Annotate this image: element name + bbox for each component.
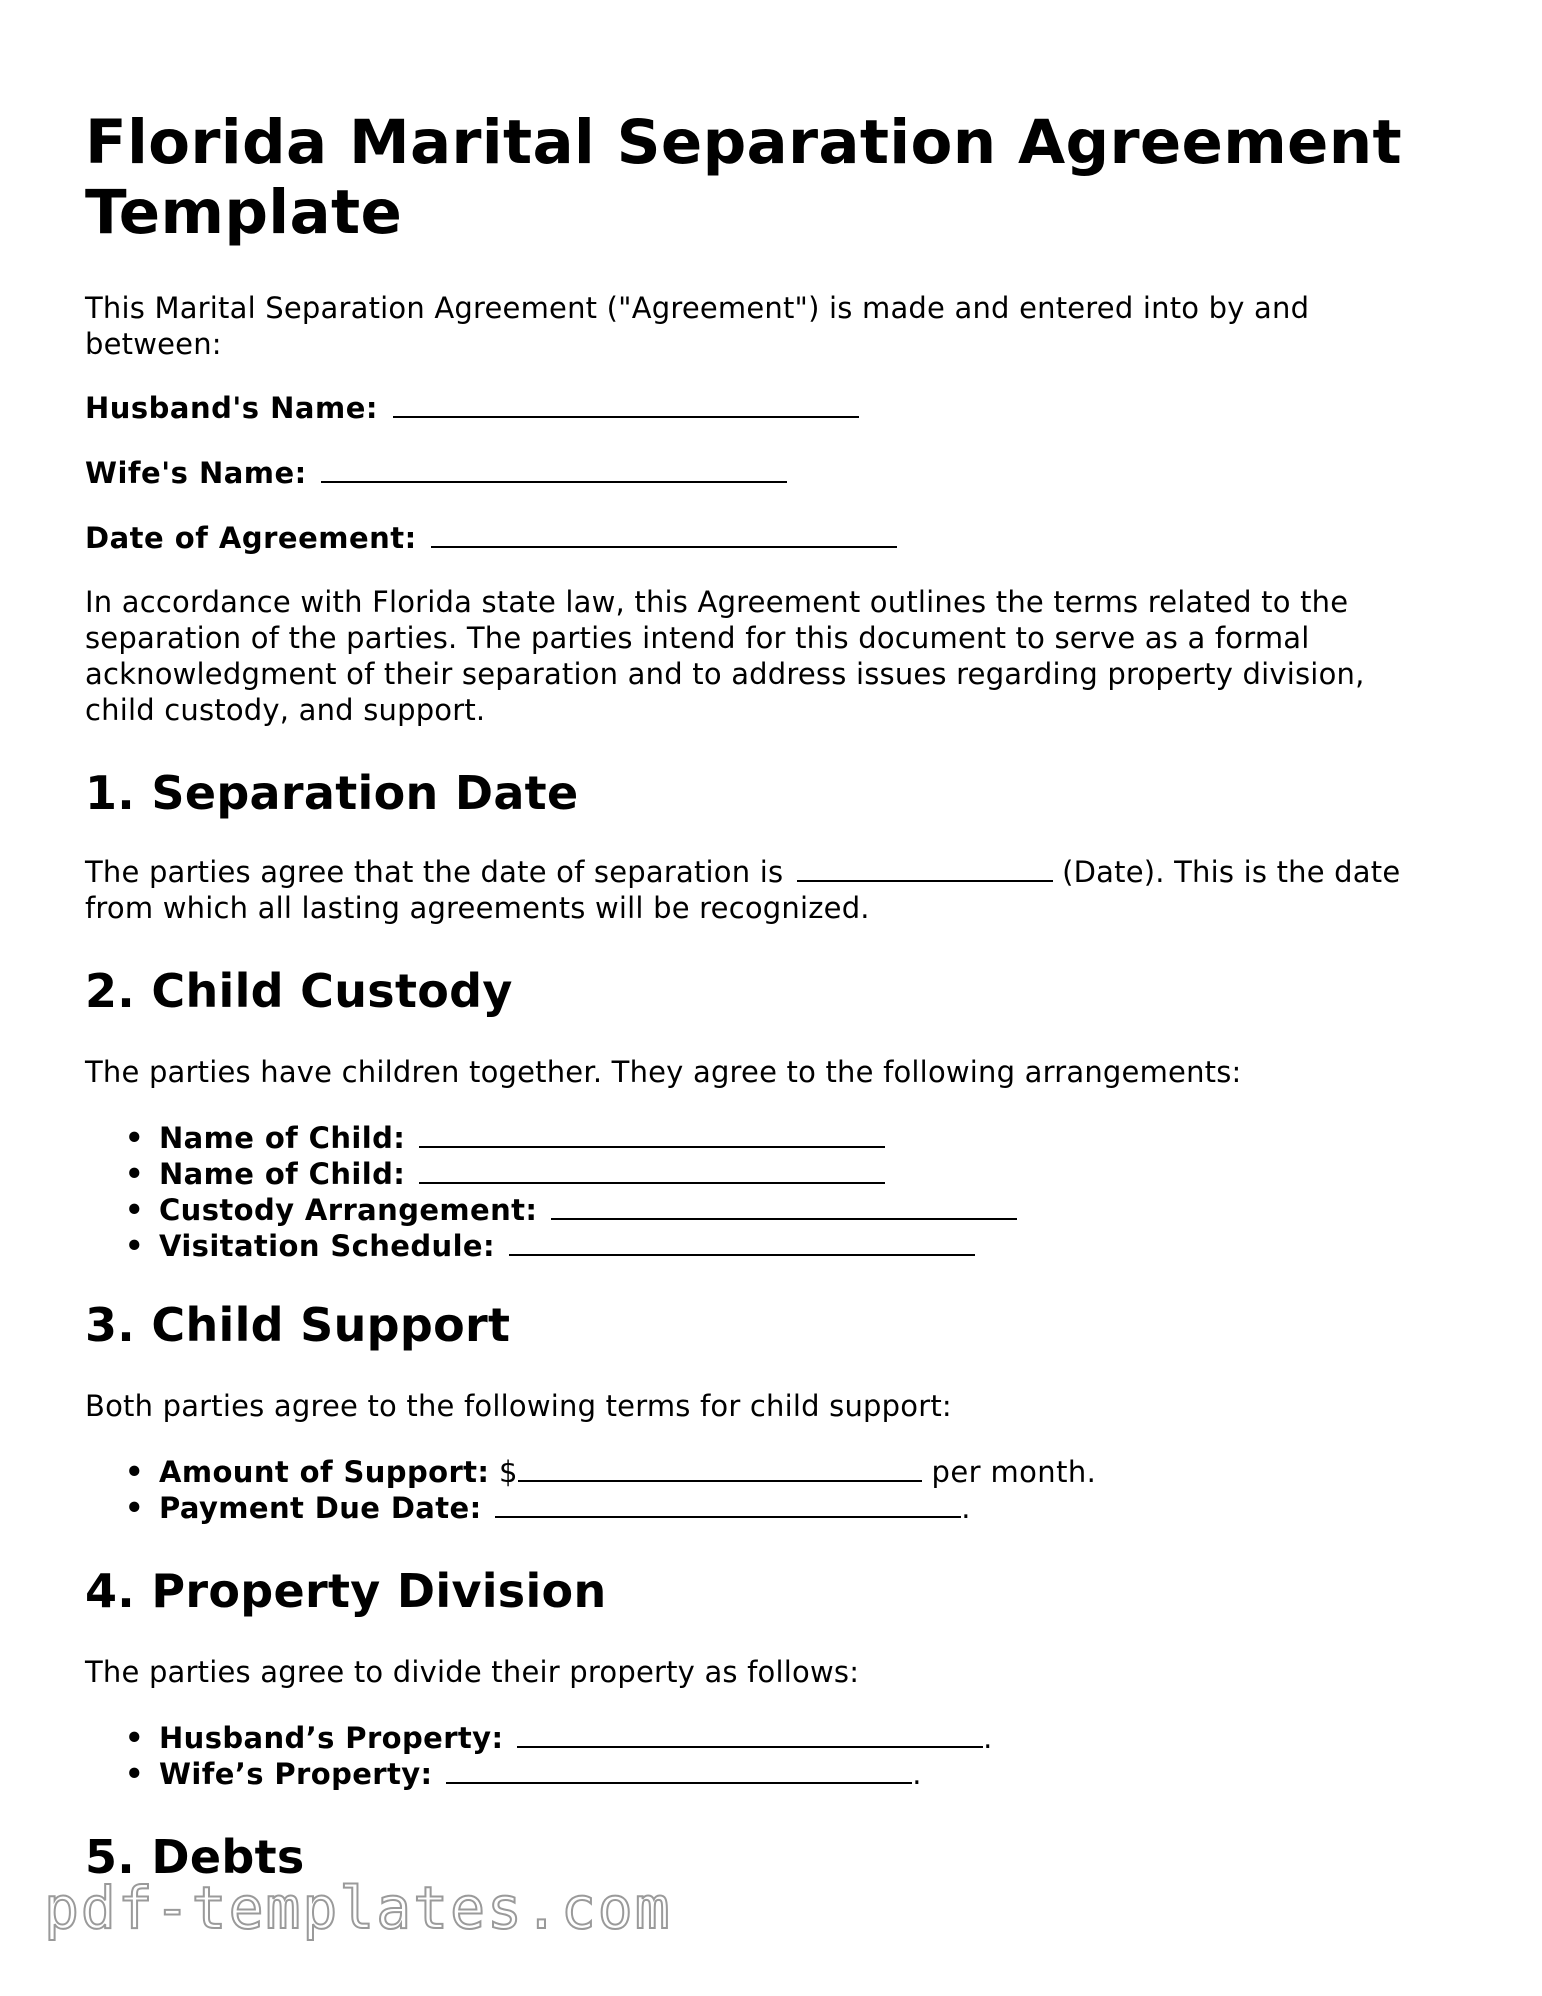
husband-name-label: Husband's Name: [85,391,378,425]
bullet-glyph: • [125,1157,144,1191]
bullet-glyph: • [125,1491,144,1525]
list-item [85,1454,1096,1490]
list-item [85,1490,1096,1526]
bullet-glyph: • [125,1229,144,1263]
wife-name-field [85,455,787,491]
husband-property-label: Husband’s Property: [159,1721,504,1755]
property-intro: The parties agree to divide their property as follows: [85,1655,860,1689]
bullet-glyph: • [125,1193,144,1227]
payment-due-blank[interactable] [495,1490,961,1518]
section-1-heading: 1. Separation Date [85,766,579,820]
agreement-date-field [85,520,897,556]
husband-property-suffix: . [983,1721,993,1755]
visitation-schedule-label: Visitation Schedule: [159,1229,495,1263]
support-list [85,1454,1096,1526]
agreement-date-label: Date of Agreement: [85,521,417,555]
watermark: pdf-templates.com [44,1874,672,1942]
agreement-date-blank[interactable] [431,520,897,548]
list-item [85,1228,1017,1264]
intro-paragraph: This Marital Separation Agreement ("Agreement") is made and entered into by and between: [85,291,1310,361]
wife-name-blank[interactable] [321,455,787,483]
list-item [85,1120,1017,1156]
section-4-heading: 4. Property Division [85,1564,607,1618]
payment-due-suffix: . [961,1491,971,1525]
section-2-heading: 2. Child Custody [85,964,513,1018]
separation-date-text-after: (Date). This is the date from which all lasting agreements will be recognized. [85,855,1401,925]
wife-property-blank[interactable] [446,1756,912,1784]
currency-symbol: $ [499,1455,518,1489]
list-item [85,1156,1017,1192]
separation-date-paragraph [85,854,1435,926]
wife-name-label: Wife's Name: [85,456,307,490]
wife-property-label: Wife’s Property: [159,1757,433,1791]
custody-arrangement-label: Custody Arrangement: [159,1193,538,1227]
child-name-2-label: Name of Child: [159,1157,406,1191]
husband-name-field [85,390,859,426]
wife-property-suffix: . [912,1757,922,1791]
bullet-glyph: • [125,1721,144,1755]
child-name-1-label: Name of Child: [159,1121,406,1155]
support-intro: Both parties agree to the following terms for child support: [85,1389,952,1423]
child-name-1-blank[interactable] [419,1120,885,1148]
list-item [85,1192,1017,1228]
property-list [85,1720,993,1792]
support-amount-label: Amount of Support: [159,1455,490,1489]
section-5-heading: 5. Debts [85,1830,305,1884]
payment-due-label: Payment Due Date: [159,1491,482,1525]
purpose-paragraph: In accordance with Florida state law, this Agreement outlines the terms related to the separation of the parties. The parties intend for this document to serve as a formal acknowledgment of their separation and to address issues regarding property division, child custody, and support. [85,585,1365,727]
husband-name-blank[interactable] [393,390,859,418]
husband-property-blank[interactable] [517,1720,983,1748]
bullet-glyph: • [125,1757,144,1791]
separation-date-text-before: The parties agree that the date of separation is [85,855,784,889]
custody-intro: The parties have children together. They agree to the following arrangements: [85,1055,1242,1089]
section-3-heading: 3. Child Support [85,1298,511,1352]
custody-arrangement-blank[interactable] [551,1192,1017,1220]
bullet-glyph: • [125,1455,144,1489]
list-item [85,1720,993,1756]
support-amount-suffix: per month. [931,1455,1097,1489]
page-title: Florida Marital Separation Agreement Template [85,107,1402,248]
separation-date-blank[interactable] [797,854,1053,882]
bullet-glyph: • [125,1121,144,1155]
list-item [85,1756,993,1792]
custody-list [85,1120,1017,1264]
child-name-2-blank[interactable] [419,1156,885,1184]
support-amount-blank[interactable] [518,1454,922,1482]
visitation-schedule-blank[interactable] [509,1228,975,1256]
